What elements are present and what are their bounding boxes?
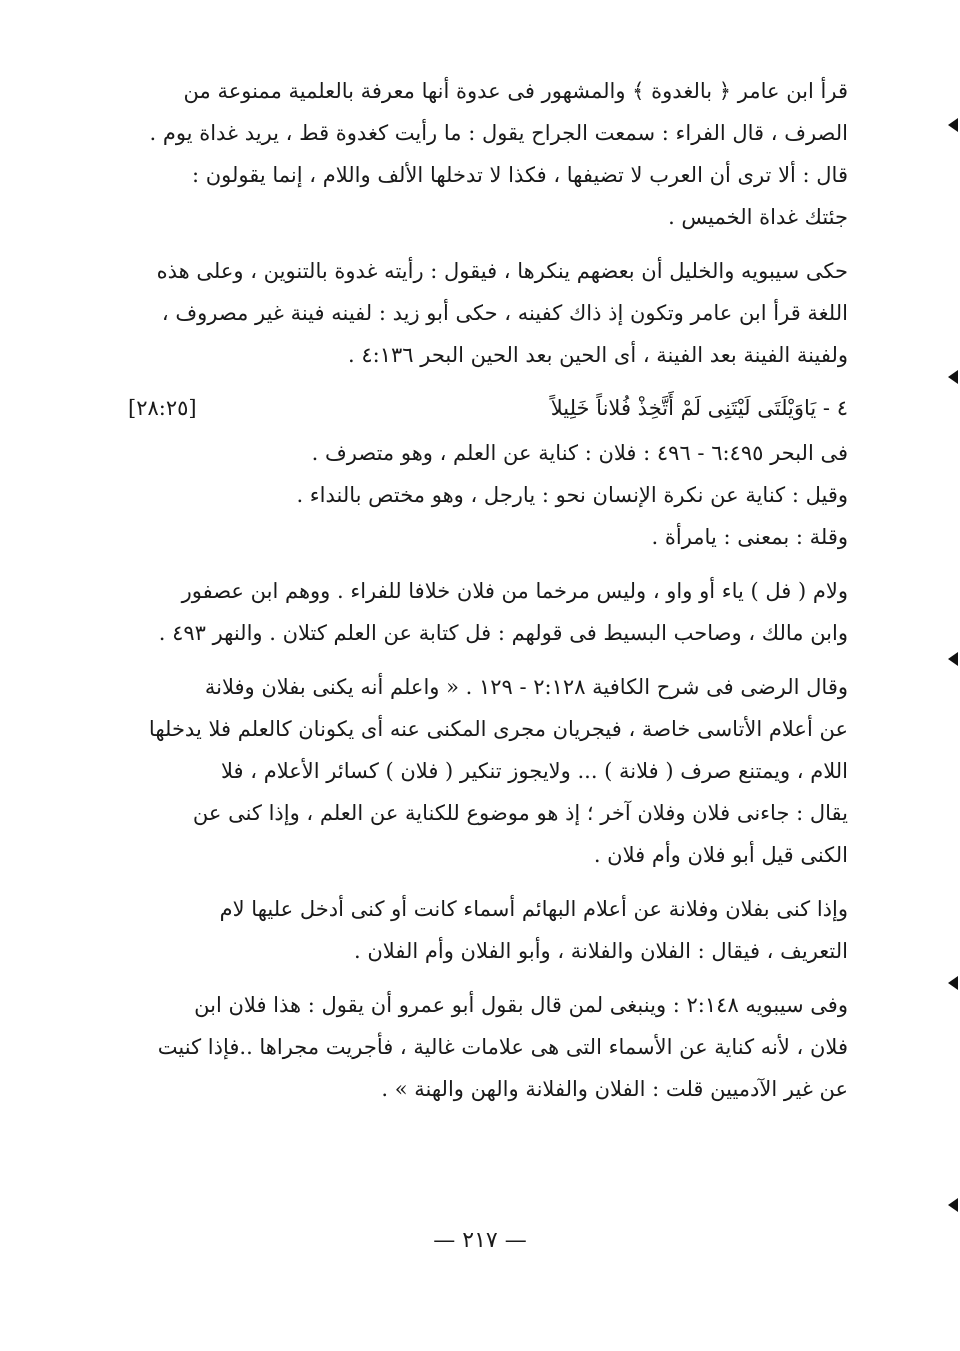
text-line: فلان ، لأنه كناية عن الأسماء التى هى علامات غالية ، فأجريت مجراها ..فإذا كنيت — [157, 1035, 848, 1059]
text-line: وفى سيبويه ٢:١٤٨ : وينبغى لمن قال بقول أبو عمرو أن يقول : هذا فلان ابن — [194, 993, 848, 1017]
text-line: وإذا كنى بفلان وفلانة عن أعلام البهائم أسماء كانت أو كنى أدخل عليها لام — [219, 897, 848, 921]
text-line: حكى سيبويه والخليل أن بعضهم ينكرها ، فيقول : رأيته غدوة بالتنوين ، وعلى هذه — [156, 259, 848, 283]
text-line: قرأ ابن عامر ﴿ بالغدوة ﴾ والمشهور فى عدوة أنها معرفة بالعلمية ممنوعة من — [183, 79, 848, 103]
text-line: وقيل : كناية عن نكرة الإنسان نحو : يارجل ، وهو مختص بالنداء . — [296, 483, 848, 507]
paragraph-2 — [128, 250, 848, 376]
text-line: قال : ألا ترى أن العرب لا تضيفها ، فكذا لا تدخلها الألف واللام ، إنما يقولون : — [191, 163, 848, 187]
text-line: الصرف ، قال الفراء : سمعت الجراح يقول : ما رأيت كغدوة قط ، يريد غداة يوم . — [149, 121, 848, 145]
text-line: وقلة : بمعنى : يامرأة . — [651, 525, 848, 549]
text-line: الكنى قيل أبو فلان وأم فلان . — [593, 843, 848, 867]
paragraph-1 — [128, 70, 848, 238]
text-line: فى البحر ٦:٤٩٥ - ٤٩٦ : فلان : كناية عن العلم ، وهو متصرف . — [311, 441, 848, 465]
text-line: جئتك غداة الخميس . — [668, 205, 848, 229]
margin-mark — [948, 118, 958, 132]
paragraph-3 — [128, 432, 848, 558]
verse-text: ٤ - يَاوَيْلَتَى لَيْتَنِى لَمْ أَتَّخِذْ فُلاناً خَلِيلاً — [550, 396, 848, 420]
text-line: ولفينة الفينة بعد الفينة ، أى الحين بعد الحين البحر ٤:١٣٦ . — [348, 343, 848, 367]
text-line: يقال : جاءنى فلان وفلان آخر ؛ إذ هو موضوع للكناية عن العلم ، وإذا كنى عن — [192, 801, 848, 825]
verse-reference: [٢٨:٢٥] — [128, 396, 197, 420]
paragraph-4 — [128, 570, 848, 654]
margin-mark — [948, 1198, 958, 1212]
text-line: اللغة قرأ ابن عامر وتكون إذ ذاك كفينه ، حكى أبو زيد : لفينه فينة غير مصروف ، — [161, 301, 848, 325]
margin-mark — [948, 976, 958, 990]
text-line: عن أعلام الأتاسى خاصة ، فيجريان مجرى المكنى عنه أى يكونان كالعلم فلا يدخلها — [148, 717, 848, 741]
paragraph-5 — [128, 666, 848, 876]
text-line: اللام ، ويمتنع صرف ( فلانة ) ... ولايجوز تنكير ( فلان ) كسائر الأعلام ، فلا — [221, 759, 848, 783]
paragraph-7 — [128, 984, 848, 1110]
margin-mark — [948, 652, 958, 666]
text-line: ولام ( فل ) ياء أو واو ، وليس مرخما من فلان خلافا للفراء . ووهم ابن عصفور — [181, 579, 848, 603]
text-line: التعريف ، فيقال : الفلان والفلانة ، وأبو الفلان وأم الفلان . — [354, 939, 848, 963]
text-line: وابن مالك ، وصاحب البسيط فى قولهم : فل كتابة عن العلم كتلان . والنهر ٤٩٣ . — [158, 621, 848, 645]
page-number: — ٢١٧ — — [433, 1228, 527, 1253]
page-body — [128, 70, 848, 1110]
text-line: عن غير الآدميين قلت : الفلان والفلانة والهن والهنة » . — [381, 1077, 848, 1101]
verse-heading — [128, 384, 848, 432]
paragraph-6 — [128, 888, 848, 972]
margin-mark — [948, 370, 958, 384]
text-line: وقال الرضى فى شرح الكافية ٢:١٢٨ - ١٢٩ . « واعلم أنه يكنى بفلان وفلانة — [204, 675, 848, 699]
